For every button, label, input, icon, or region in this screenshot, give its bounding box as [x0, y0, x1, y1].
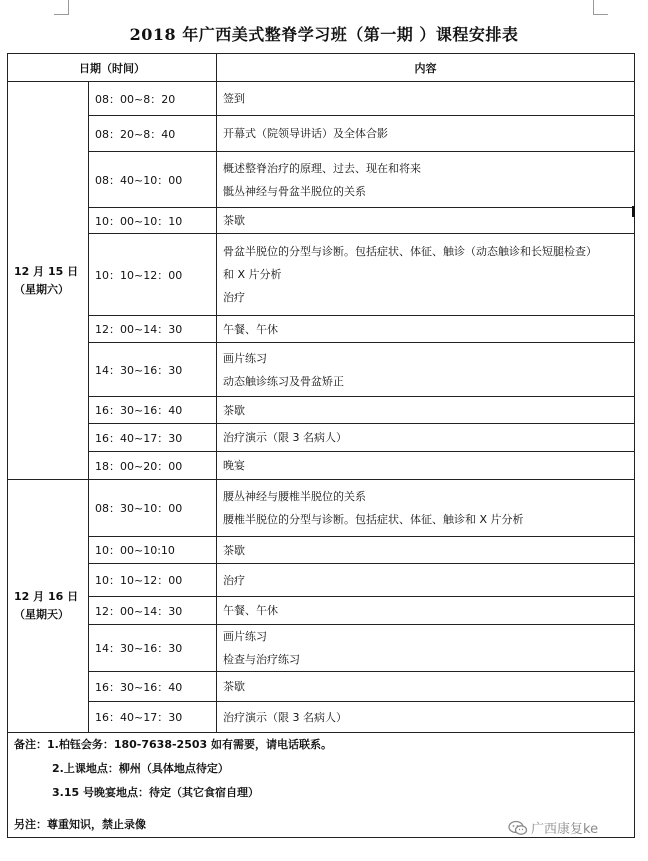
time-cell: 16：30~16：40 [89, 397, 217, 424]
note-line-location: 2.上课地点：柳州（具体地点待定） [52, 762, 229, 775]
time-cell: 08：20~8：40 [89, 116, 217, 152]
time-cell: 08：00~8：20 [89, 82, 217, 116]
content-line: 午餐、午休 [223, 604, 278, 617]
content-cell [217, 702, 635, 733]
table-row [8, 672, 635, 702]
time-cell: 14：30~16：30 [89, 343, 217, 397]
day-label-cell [8, 82, 89, 480]
page-title: 2018 年广西美式整脊学习班（第一期 ）课程安排表 [129, 25, 519, 44]
time-cell: 10：00~10:10 [89, 537, 217, 564]
page-corner-mark-right [593, 0, 608, 15]
time-cell: 10：10~12：00 [89, 564, 217, 597]
header-content-cell: 内容 [217, 54, 635, 82]
content-line: 午餐、午休 [223, 322, 278, 336]
wechat-icon [508, 820, 528, 836]
day-label-cell [8, 480, 89, 733]
table-row [8, 152, 635, 208]
table-row [8, 234, 635, 316]
table-row [8, 537, 635, 564]
content-cell [217, 537, 635, 564]
day-weekday: （星期六） [14, 282, 69, 296]
table-row [8, 597, 635, 625]
content-line: 晚宴 [223, 459, 245, 472]
content-line: 动态触诊练习及骨盆矫正 [223, 374, 344, 388]
watermark [508, 818, 598, 837]
page-corner-mark-left [54, 0, 69, 15]
content-cell [217, 234, 635, 316]
table-row [8, 343, 635, 397]
table-row [8, 452, 635, 480]
table-row [8, 625, 635, 672]
table-header-row [8, 54, 635, 82]
table-row [8, 397, 635, 424]
content-cell [217, 116, 635, 152]
content-line: 画片练习 [223, 630, 267, 643]
content-line: 茶歇 [223, 403, 245, 417]
content-line: 茶歇 [223, 543, 245, 557]
time-cell: 08：30~10：00 [89, 480, 217, 537]
margin-cursor-mark [632, 206, 635, 217]
content-line: 腰丛神经与腰椎半脱位的关系 [223, 490, 366, 503]
content-line: 茶歇 [223, 214, 245, 227]
note-line-contact: 备注：1.柏钰会务：180-7638-2503 如有需要，请电话联系。 [14, 738, 332, 751]
content-cell [217, 424, 635, 452]
table-row [8, 116, 635, 152]
content-cell [217, 152, 635, 208]
content-cell [217, 208, 635, 234]
time-cell: 12：00~14：30 [89, 316, 217, 343]
content-line: 治疗 [223, 573, 245, 587]
time-cell: 08：40~10：00 [89, 152, 217, 208]
table-row [8, 316, 635, 343]
time-cell: 10：00~10：10 [89, 208, 217, 234]
content-line: 开幕式（院领导讲话）及全体合影 [223, 127, 388, 140]
schedule-table [7, 53, 635, 838]
content-cell [217, 597, 635, 625]
content-line: 签到 [223, 92, 245, 105]
table-row [8, 82, 635, 116]
time-cell: 14：30~16：30 [89, 625, 217, 672]
watermark-text: 广西康复ke [531, 822, 599, 837]
note-line-banquet: 3.15 号晚宴地点：待定（其它食宿自理） [52, 786, 259, 799]
time-cell: 16：40~17：30 [89, 424, 217, 452]
day-date: 12 月 16 日 [14, 590, 79, 603]
content-cell [217, 625, 635, 672]
content-line: 骶丛神经与骨盆半脱位的关系 [223, 184, 366, 198]
table-row [8, 480, 635, 537]
content-line: 治疗演示（限 3 名病人） [223, 710, 347, 724]
table-row [8, 208, 635, 234]
table-row [8, 702, 635, 733]
content-line: 茶歇 [223, 680, 245, 693]
note-line-other: 另注：尊重知识，禁止录像 [14, 818, 146, 831]
content-cell [217, 452, 635, 480]
time-cell: 16：40~17：30 [89, 702, 217, 733]
content-line: 腰椎半脱位的分型与诊断。包括症状、体征、触诊和 X 片分析 [223, 513, 524, 526]
content-line: 治疗 [223, 291, 245, 304]
day-weekday: （星期天） [14, 608, 69, 621]
time-cell: 16：30~16：40 [89, 672, 217, 702]
content-line: 骨盆半脱位的分型与诊断。包括症状、体征、触诊（动态触诊和长短腿检查） [223, 245, 597, 258]
content-cell [217, 480, 635, 537]
time-cell: 18：00~20：00 [89, 452, 217, 480]
content-line: 治疗演示（限 3 名病人） [223, 431, 347, 444]
time-cell: 12：00~14：30 [89, 597, 217, 625]
content-line: 画片练习 [223, 351, 267, 365]
content-cell [217, 564, 635, 597]
day-date: 12 月 15 日 [14, 264, 79, 278]
header-date-cell: 日期（时间） [8, 54, 217, 82]
time-cell: 10：10~12：00 [89, 234, 217, 316]
content-line: 和 X 片分析 [223, 268, 282, 281]
content-cell [217, 397, 635, 424]
content-cell [217, 82, 635, 116]
content-cell [217, 343, 635, 397]
content-line: 概述整脊治疗的原理、过去、现在和将来 [223, 161, 421, 175]
content-line: 检查与治疗练习 [223, 653, 300, 666]
content-cell [217, 672, 635, 702]
table-row [8, 564, 635, 597]
table-row [8, 424, 635, 452]
content-cell [217, 316, 635, 343]
